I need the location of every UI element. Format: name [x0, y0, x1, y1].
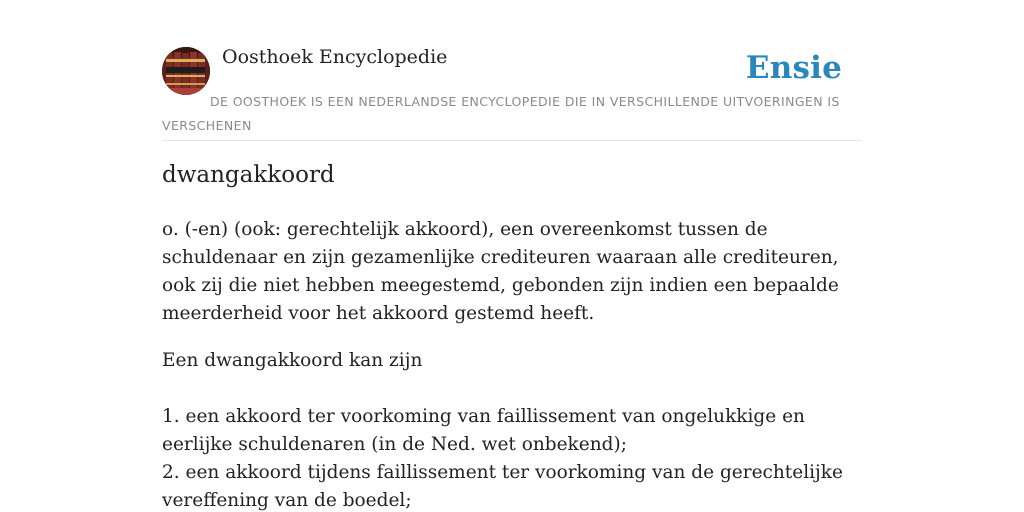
entry-title: dwangakkoord	[162, 162, 335, 188]
ensie-logo-link[interactable]: Ensie	[745, 50, 842, 86]
list-item: 1. een akkoord ter voorkoming van faillissement van ongelukkige en eerlijke schuldenaren (in de Ned. wet onbekend);	[162, 406, 805, 455]
site-header	[162, 0, 862, 141]
site-avatar[interactable]	[162, 47, 210, 95]
encyclopedia-books-image	[162, 47, 210, 95]
entry-list	[162, 403, 862, 512]
entry-intro: Een dwangakkoord kan zijn	[162, 350, 423, 371]
site-title-link[interactable]: Oosthoek Encyclopedie	[222, 46, 448, 68]
page-container	[162, 0, 862, 511]
list-item: 2. een akkoord tijdens faillissement ter voorkoming van de gerechtelijke vereffening van de boedel;	[162, 462, 843, 511]
entry-definition: o. (-en) (ook: gerechtelijk akkoord), een overeenkomst tussen de schuldenaar en zijn gezamenlijke crediteuren waaraan alle crediteuren, ook zij die niet hebben meegestemd, gebonden zijn indien een bepaalde meerderheid voor het akkoord gestemd heeft.	[162, 219, 839, 324]
site-tagline: DE OOSTHOEK IS EEN NEDERLANDSE ENCYCLOPEDIE DIE IN VERSCHILLENDE UITVOERINGEN IS VERSCHENEN	[162, 94, 840, 133]
